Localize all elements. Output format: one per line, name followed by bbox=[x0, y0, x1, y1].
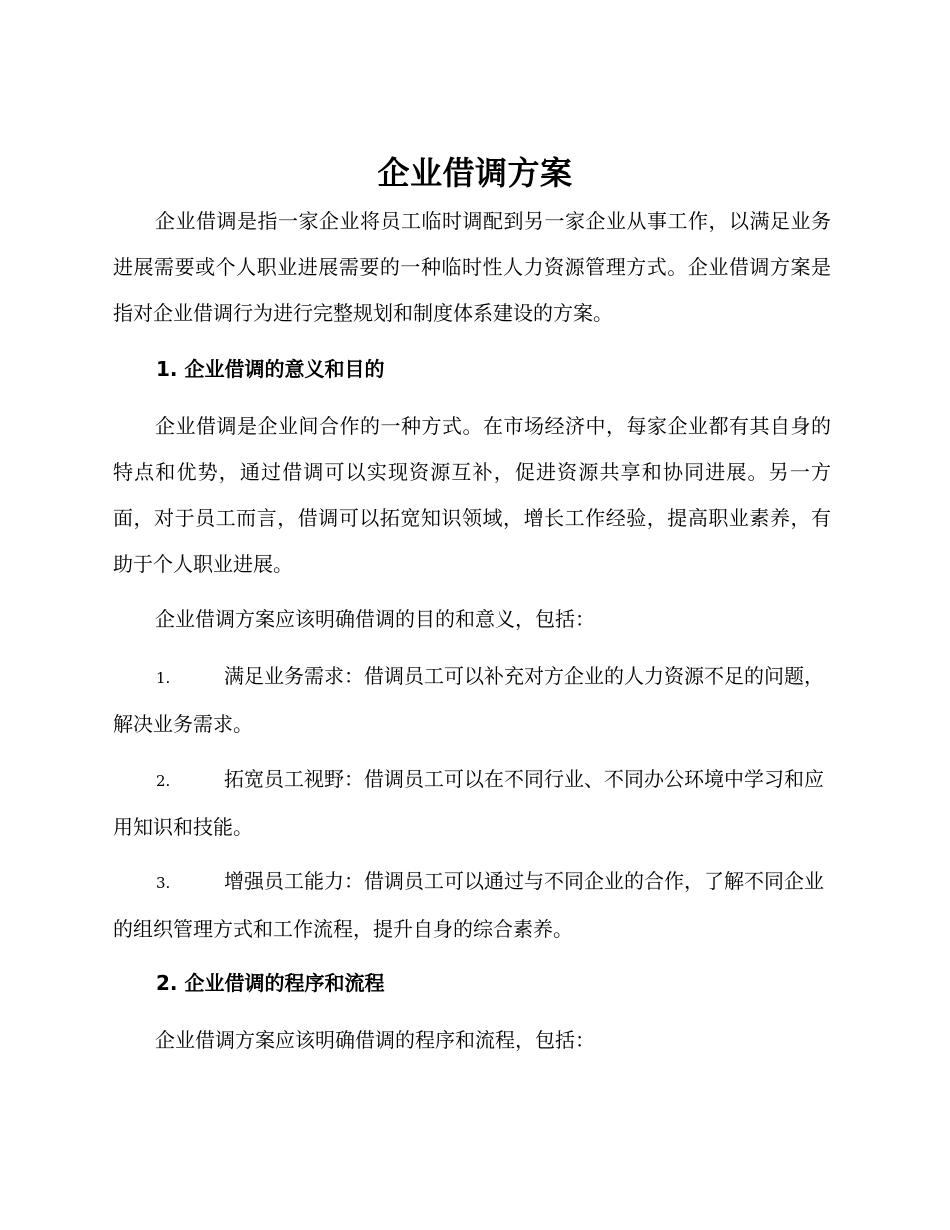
list-item-2 bbox=[113, 756, 831, 850]
section-2-paragraph-1: 企业借调方案应该明确借调的程序和流程，包括： bbox=[155, 1028, 595, 1052]
list-item-text: 拓宽员工视野：借调员工可以在不同行业、不同办公环境中学习和应用知识和技能。 bbox=[113, 767, 824, 839]
list-item-number: 1. bbox=[156, 669, 171, 687]
list-item-3 bbox=[113, 858, 831, 952]
list-item-text: 增强员工能力：借调员工可以通过与不同企业的合作，了解不同企业的组织管理方式和工作流程，提升自身的综合素养。 bbox=[113, 869, 824, 941]
list-item-text: 满足业务需求：借调员工可以补充对方企业的人力资源不足的问题，解决业务需求。 bbox=[113, 664, 824, 736]
section-1-heading: 1. 企业借调的意义和目的 bbox=[156, 357, 385, 381]
section-1-paragraph-2: 企业借调方案应该明确借调的目的和意义，包括： bbox=[155, 607, 595, 631]
intro-paragraph: 企业借调是指一家企业将员工临时调配到另一家企业从事工作，以满足业务进展需要或个人职业进展需要的一种临时性人力资源管理方式。企业借调方案是指对企业借调行为进行完整规划和制度体系建设的方案。 bbox=[113, 209, 831, 325]
list-item-number: 2. bbox=[156, 772, 171, 790]
list-item-number: 3. bbox=[156, 874, 171, 892]
section-1-paragraph-1: 企业借调是企业间合作的一种方式。在市场经济中，每家企业都有其自身的特点和优势，通过借调可以实现资源互补，促进资源共享和协同进展。另一方面，对于员工而言，借调可以拓宽知识领域，增长工作经验，提高职业素养，有助于个人职业进展。 bbox=[113, 414, 831, 576]
list-item-1 bbox=[113, 653, 831, 747]
section-2-heading: 2. 企业借调的程序和流程 bbox=[156, 971, 385, 995]
document-title: 企业借调方案 bbox=[377, 154, 573, 192]
